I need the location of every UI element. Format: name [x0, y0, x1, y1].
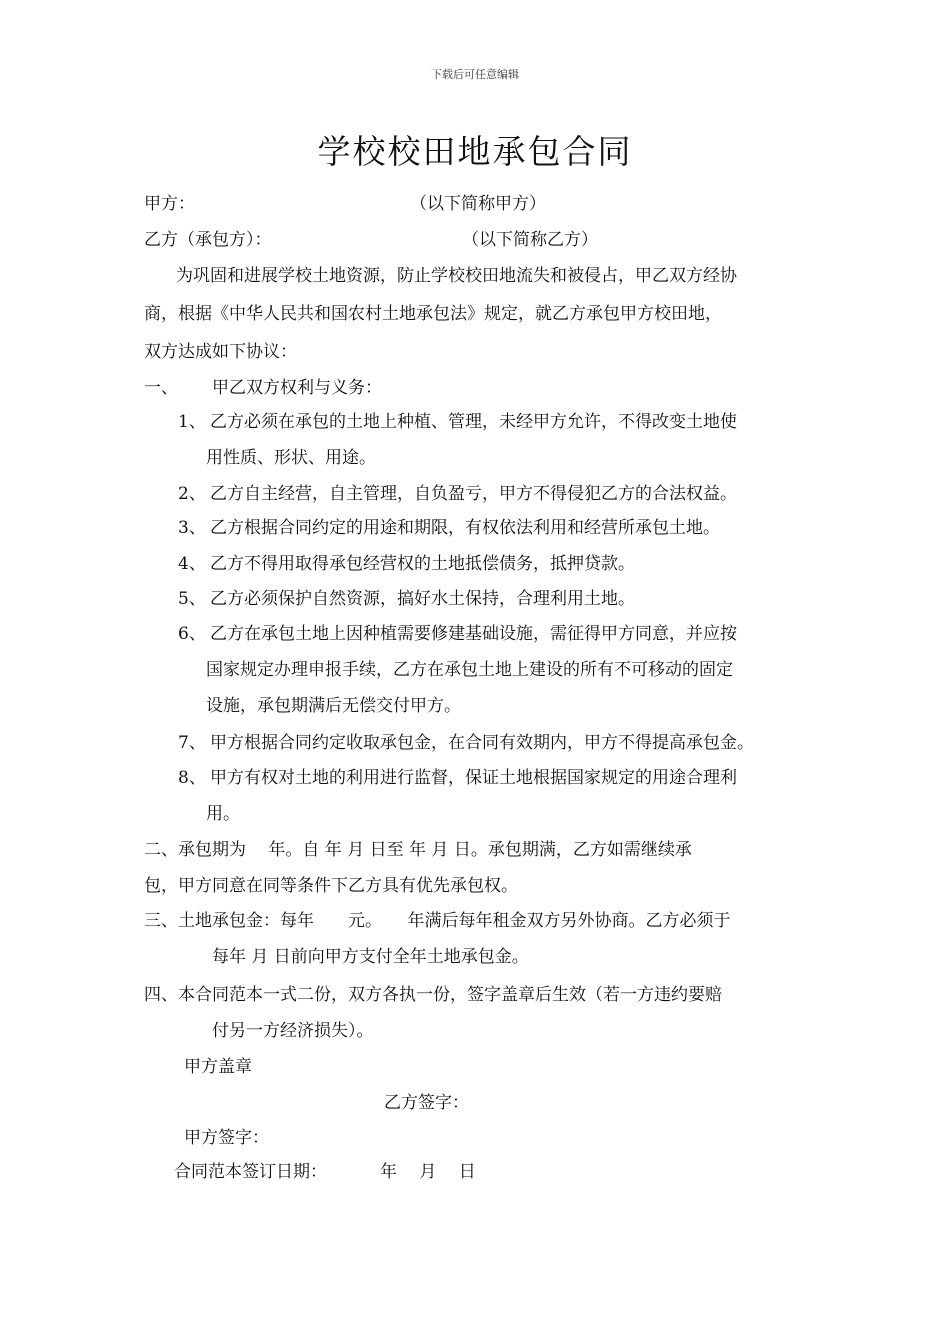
party-b-signature: 乙方签字： — [384, 1093, 469, 1113]
item-number: 1、 — [178, 412, 206, 432]
preamble-line: 商，根据《中华人民共和国农村土地承包法》规定，就乙方承包甲方校田地， — [144, 304, 722, 324]
section-3-line: 三、土地承包金：每年 元。 年满后每年租金双方另外协商。乙方必须于 — [144, 911, 731, 931]
preamble-line: 双方达成如下协议： — [144, 342, 297, 362]
party-b-alias: （以下简称乙方） — [462, 230, 598, 250]
party-b-label: 乙方（承包方）： — [144, 230, 272, 250]
item-line: 甲方根据合同约定收取承包金，在合同有效期内，甲方不得提高承包金。 — [210, 733, 754, 753]
item-line: 乙方在承包土地上因种植需要修建基础设施，需征得甲方同意，并应按 — [210, 624, 737, 644]
item-number: 4、 — [178, 554, 206, 574]
item-line: 乙方必须保护自然资源，搞好水土保持，合理利用土地。 — [210, 589, 635, 609]
section-4-line: 四、本合同范本一式二份，双方各执一份，签字盖章后生效（若一方违约要赔 — [144, 985, 722, 1005]
signing-date-label: 合同范本签订日期： — [174, 1162, 327, 1182]
item-line: 乙方自主经营，自主管理，自负盈亏，甲方不得侵犯乙方的合法权益。 — [210, 484, 737, 504]
item-line: 国家规定办理申报手续，乙方在承包土地上建设的所有不可移动的固定 — [206, 660, 733, 680]
item-number: 3、 — [178, 518, 206, 538]
party-a-alias: （以下简称甲方） — [410, 194, 546, 214]
item-line: 用。 — [206, 804, 240, 824]
item-number: 2、 — [178, 484, 206, 504]
download-note: 下载后可任意编辑 — [431, 68, 519, 81]
party-a-seal: 甲方盖章 — [184, 1057, 252, 1077]
item-line: 乙方根据合同约定的用途和期限，有权依法利用和经营所承包土地。 — [210, 518, 720, 538]
item-line: 用性质、形状、用途。 — [206, 448, 376, 468]
item-line: 乙方不得用取得承包经营权的土地抵偿债务，抵押贷款。 — [210, 554, 635, 574]
section-2-line: 二、承包期为 年。自 年 月 日至 年 月 日。承包期满，乙方如需继续承 — [144, 840, 692, 860]
section-4-line: 付另一方经济损失）。 — [212, 1021, 374, 1041]
document-title: 学校校田地承包合同 — [317, 132, 633, 171]
signing-date-blank: 年 月 日 — [380, 1162, 476, 1182]
section-1-number: 一、 — [144, 378, 178, 398]
section-1-heading: 甲乙双方权利与义务： — [212, 378, 382, 398]
item-number: 8、 — [178, 768, 206, 788]
section-2-line: 包，甲方同意在同等条件下乙方具有优先承包权。 — [144, 876, 518, 896]
party-a-signature: 甲方签字： — [184, 1128, 269, 1148]
item-line: 甲方有权对土地的利用进行监督，保证土地根据国家规定的用途合理利 — [210, 768, 737, 788]
preamble-line: 为巩固和进展学校土地资源，防止学校校田地流失和被侵占，甲乙双方经协 — [176, 266, 737, 286]
item-number: 6、 — [178, 624, 206, 644]
item-number: 5、 — [178, 589, 206, 609]
section-3-line: 每年 月 日前向甲方支付全年土地承包金。 — [212, 947, 529, 967]
item-number: 7、 — [178, 733, 206, 753]
item-line: 设施，承包期满后无偿交付甲方。 — [206, 696, 461, 716]
item-line: 乙方必须在承包的土地上种植、管理，未经甲方允许，不得改变土地使 — [210, 412, 737, 432]
party-a-label: 甲方： — [144, 194, 195, 214]
